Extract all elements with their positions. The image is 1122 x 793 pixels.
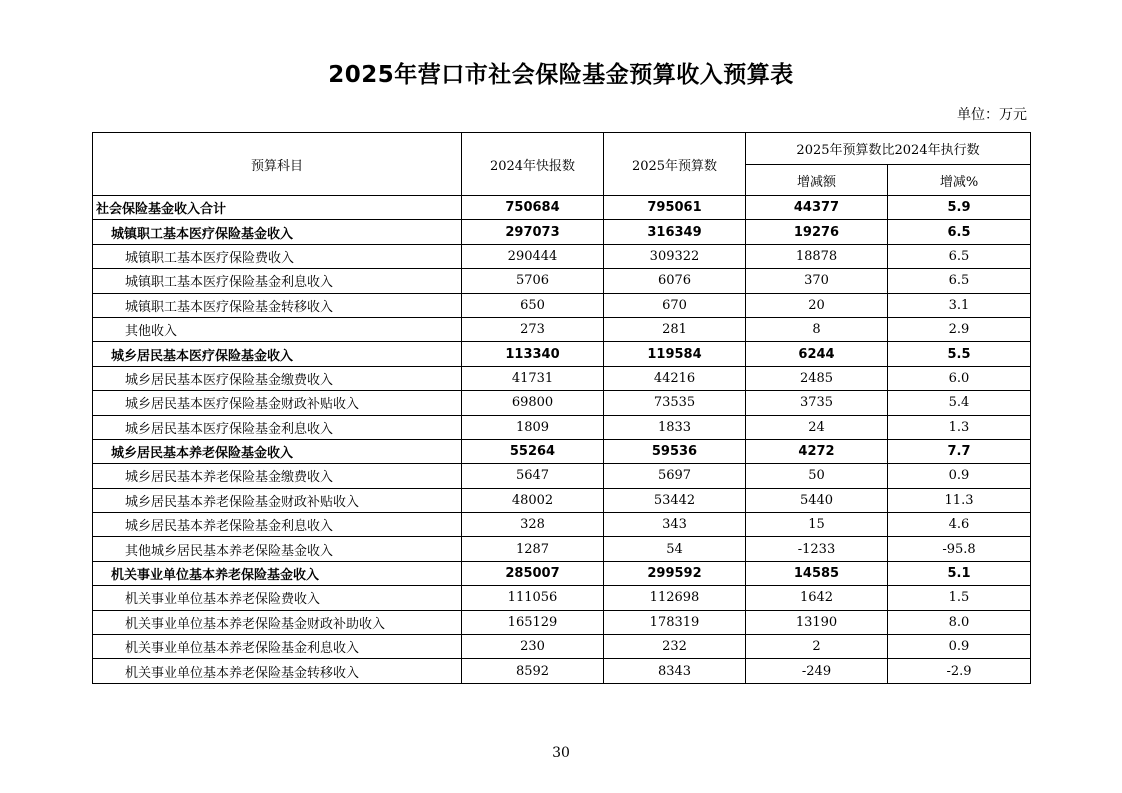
row-value-2025: 343 (604, 513, 746, 537)
row-change-pct: 0.9 (888, 635, 1031, 659)
row-name: 城镇职工基本医疗保险基金利息收入 (93, 269, 462, 293)
row-value-2025: 44216 (604, 366, 746, 390)
row-change-pct: 11.3 (888, 488, 1031, 512)
row-change-pct: -2.9 (888, 659, 1031, 683)
table-row (93, 415, 1031, 439)
row-name: 城镇职工基本医疗保险费收入 (93, 244, 462, 268)
row-name: 城镇职工基本医疗保险基金收入 (93, 220, 462, 244)
row-value-2025: 299592 (604, 561, 746, 585)
row-value-2024: 290444 (462, 244, 604, 268)
row-change-amount: 370 (746, 269, 888, 293)
row-change-amount: 50 (746, 464, 888, 488)
row-change-pct: 3.1 (888, 293, 1031, 317)
table-row (93, 561, 1031, 585)
header-change-pct: 增减% (888, 165, 1031, 196)
row-name: 城乡居民基本养老保险基金收入 (93, 439, 462, 463)
table-row (93, 269, 1031, 293)
table-body (93, 196, 1031, 684)
table-row (93, 293, 1031, 317)
row-change-amount: 3735 (746, 391, 888, 415)
header-compare: 2025年预算数比2024年执行数 (746, 133, 1031, 165)
row-value-2025: 5697 (604, 464, 746, 488)
budget-table (92, 132, 1031, 684)
header-item: 预算科目 (93, 133, 462, 196)
row-value-2025: 795061 (604, 196, 746, 220)
table-row (93, 586, 1031, 610)
row-change-amount: 5440 (746, 488, 888, 512)
row-change-pct: 1.3 (888, 415, 1031, 439)
row-value-2025: 232 (604, 635, 746, 659)
row-change-pct: 1.5 (888, 586, 1031, 610)
row-change-pct: 6.5 (888, 220, 1031, 244)
table-row (93, 488, 1031, 512)
row-change-pct: 6.5 (888, 269, 1031, 293)
row-value-2024: 48002 (462, 488, 604, 512)
row-value-2024: 1287 (462, 537, 604, 561)
row-change-pct: 0.9 (888, 464, 1031, 488)
row-value-2024: 5706 (462, 269, 604, 293)
row-value-2025: 112698 (604, 586, 746, 610)
row-change-amount: -249 (746, 659, 888, 683)
row-value-2024: 273 (462, 317, 604, 341)
row-change-amount: 2485 (746, 366, 888, 390)
table-row (93, 659, 1031, 683)
row-name: 城乡居民基本医疗保险基金财政补贴收入 (93, 391, 462, 415)
row-change-pct: 6.0 (888, 366, 1031, 390)
row-change-amount: 44377 (746, 196, 888, 220)
row-name: 社会保险基金收入合计 (93, 196, 462, 220)
row-value-2024: 5647 (462, 464, 604, 488)
unit-label: 单位：万元 (957, 107, 1027, 123)
table-row (93, 610, 1031, 634)
row-change-amount: 13190 (746, 610, 888, 634)
table-row (93, 244, 1031, 268)
row-value-2024: 285007 (462, 561, 604, 585)
row-value-2025: 53442 (604, 488, 746, 512)
table-row (93, 317, 1031, 341)
row-change-amount: 2 (746, 635, 888, 659)
header-2024: 2024年快报数 (462, 133, 604, 196)
row-value-2024: 297073 (462, 220, 604, 244)
table-row (93, 196, 1031, 220)
row-value-2024: 1809 (462, 415, 604, 439)
table-row (93, 220, 1031, 244)
row-name: 城乡居民基本医疗保险基金收入 (93, 342, 462, 366)
row-value-2024: 750684 (462, 196, 604, 220)
row-change-pct: 5.9 (888, 196, 1031, 220)
row-value-2025: 54 (604, 537, 746, 561)
page-number: 30 (552, 745, 570, 761)
row-value-2025: 1833 (604, 415, 746, 439)
header-change-amount: 增减额 (746, 165, 888, 196)
row-change-pct: 7.7 (888, 439, 1031, 463)
row-value-2024: 165129 (462, 610, 604, 634)
page-title: 2025年营口市社会保险基金预算收入预算表 (328, 62, 794, 88)
row-name: 其他城乡居民基本养老保险基金收入 (93, 537, 462, 561)
table-row (93, 342, 1031, 366)
row-name: 城乡居民基本养老保险基金利息收入 (93, 513, 462, 537)
row-value-2025: 281 (604, 317, 746, 341)
row-value-2024: 328 (462, 513, 604, 537)
table-row (93, 513, 1031, 537)
row-change-amount: 8 (746, 317, 888, 341)
row-name: 机关事业单位基本养老保险基金收入 (93, 561, 462, 585)
row-value-2024: 69800 (462, 391, 604, 415)
header-2025: 2025年预算数 (604, 133, 746, 196)
table-row (93, 635, 1031, 659)
table-row (93, 391, 1031, 415)
row-change-amount: 1642 (746, 586, 888, 610)
row-value-2024: 8592 (462, 659, 604, 683)
table-row (93, 537, 1031, 561)
row-name: 城乡居民基本养老保险基金缴费收入 (93, 464, 462, 488)
row-change-amount: 6244 (746, 342, 888, 366)
row-change-pct: 6.5 (888, 244, 1031, 268)
row-change-pct: 2.9 (888, 317, 1031, 341)
row-value-2025: 178319 (604, 610, 746, 634)
row-change-amount: -1233 (746, 537, 888, 561)
row-name: 城乡居民基本医疗保险基金缴费收入 (93, 366, 462, 390)
row-change-pct: 4.6 (888, 513, 1031, 537)
row-change-amount: 15 (746, 513, 888, 537)
row-change-pct: 5.1 (888, 561, 1031, 585)
row-name: 城镇职工基本医疗保险基金转移收入 (93, 293, 462, 317)
row-change-pct: 5.5 (888, 342, 1031, 366)
row-value-2024: 650 (462, 293, 604, 317)
row-name: 机关事业单位基本养老保险基金转移收入 (93, 659, 462, 683)
row-name: 城乡居民基本养老保险基金财政补贴收入 (93, 488, 462, 512)
row-value-2024: 55264 (462, 439, 604, 463)
row-change-pct: -95.8 (888, 537, 1031, 561)
row-name: 城乡居民基本医疗保险基金利息收入 (93, 415, 462, 439)
table-row (93, 366, 1031, 390)
table-row (93, 464, 1031, 488)
row-change-amount: 4272 (746, 439, 888, 463)
row-value-2025: 316349 (604, 220, 746, 244)
row-change-amount: 18878 (746, 244, 888, 268)
row-value-2024: 111056 (462, 586, 604, 610)
row-value-2024: 41731 (462, 366, 604, 390)
row-name: 其他收入 (93, 317, 462, 341)
row-change-amount: 19276 (746, 220, 888, 244)
row-change-amount: 24 (746, 415, 888, 439)
row-name: 机关事业单位基本养老保险基金利息收入 (93, 635, 462, 659)
row-value-2024: 230 (462, 635, 604, 659)
row-value-2025: 73535 (604, 391, 746, 415)
row-change-pct: 8.0 (888, 610, 1031, 634)
row-value-2025: 59536 (604, 439, 746, 463)
row-value-2025: 8343 (604, 659, 746, 683)
row-value-2025: 119584 (604, 342, 746, 366)
row-value-2025: 309322 (604, 244, 746, 268)
row-change-amount: 20 (746, 293, 888, 317)
row-value-2025: 670 (604, 293, 746, 317)
row-value-2025: 6076 (604, 269, 746, 293)
row-name: 机关事业单位基本养老保险费收入 (93, 586, 462, 610)
row-change-pct: 5.4 (888, 391, 1031, 415)
row-change-amount: 14585 (746, 561, 888, 585)
row-value-2024: 113340 (462, 342, 604, 366)
row-name: 机关事业单位基本养老保险基金财政补助收入 (93, 610, 462, 634)
table-row (93, 439, 1031, 463)
